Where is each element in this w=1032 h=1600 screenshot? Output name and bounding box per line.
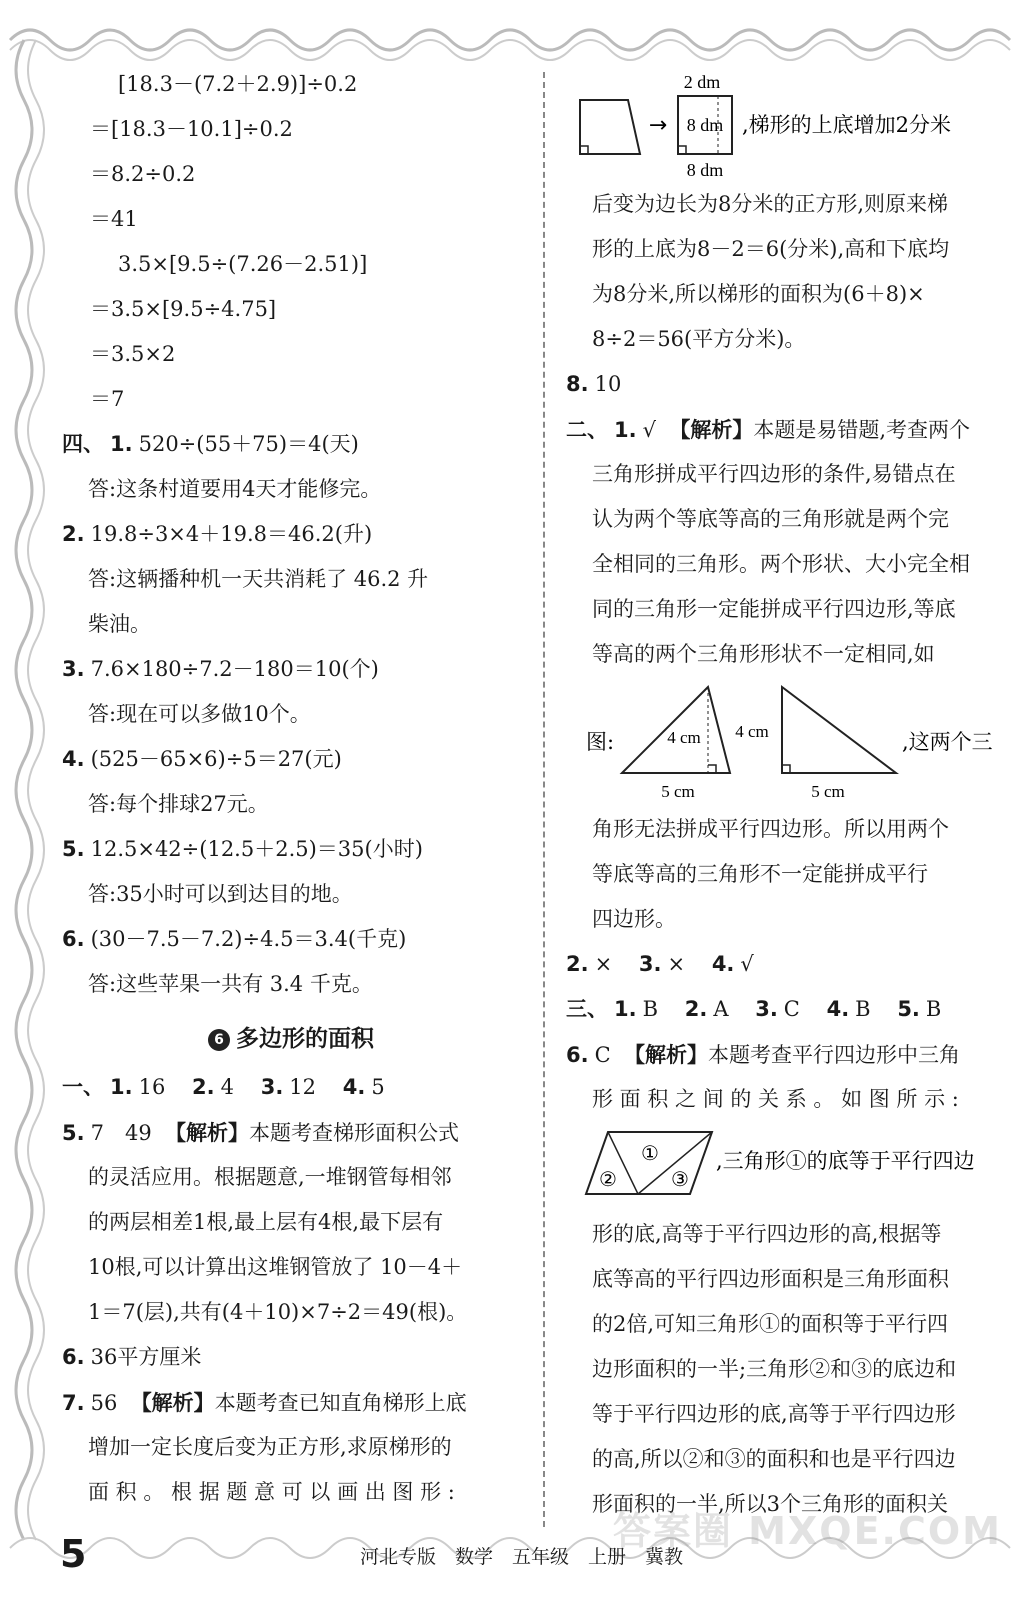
equation: (30－7.5－7.2)÷4.5＝3.4(千克) [90,927,407,951]
item-number: 4. [62,747,85,771]
item-number: 2. [192,1075,215,1099]
item-number: 6. [62,1345,85,1369]
answer-line: 答:每个排球27元。 [88,792,269,816]
region-label-2: ② [599,1167,617,1191]
page-footer [0,1530,1032,1580]
item-number: 4. [826,997,850,1021]
analysis-tag: 【解析】 [165,1120,250,1145]
analysis-line: 三角形拼成平行四边形的条件,易错点在 [592,462,956,486]
part-prefix: 一、 [62,1075,104,1099]
triangle-2 [782,687,896,773]
calc-line: ＝41 [90,207,138,231]
calc-line: 3.5×[9.5÷(7.26－2.51)] [118,252,368,276]
analysis-line: 的灵活应用。根据题意,一堆钢管每相邻 [88,1165,452,1189]
item-answer: 5 [371,1075,385,1099]
answer-line: 答:现在可以多做10个。 [88,702,311,726]
trapezoid-figure-row [566,72,1026,182]
analysis-line: 增加一定长度后变为正方形,求原梯形的 [88,1435,452,1459]
item-number: 1. [110,1075,133,1099]
analysis-line: 边形面积的一半;三角形②和③的底边和 [592,1357,957,1381]
label-8dm-bottom: 8 dm [686,160,724,180]
analysis-line: 后变为边长为8分米的正方形,则原来梯 [592,192,949,216]
part4-item-6 [62,917,520,962]
analysis-line: 1＝7(层),共有(4＋10)×7÷2＝49(根)。 [88,1300,468,1324]
item-answer: B [642,997,659,1021]
part4-item-4 [62,737,520,782]
calc-line: ＝3.5×2 [90,342,176,366]
item-number: 4. [342,1075,366,1099]
item-answer: × [667,952,686,976]
item-number: 7. [62,1391,85,1415]
answer-line: 答:这条村道要用4天才能修完。 [88,477,382,501]
label-2dm: 2 dm [683,72,721,92]
item-number: 1. [614,997,637,1021]
analysis-line: 认为两个等底等高的三角形就是两个完 [592,507,949,531]
item-number: 1. [110,432,133,456]
calc-line: ＝7 [90,387,125,411]
item-answer: √ [740,952,754,976]
item-number: 5. [62,1121,85,1145]
equation: 12.5×42÷(12.5＋2.5)＝35(小时) [90,837,423,861]
equation: 19.8÷3×4＋19.8＝46.2(升) [90,522,373,546]
column-divider [543,72,545,1527]
item-answer: 4 [220,1075,234,1099]
figure-caption: ,这两个三 [902,730,993,754]
analysis-tag: 【解析】 [130,1390,215,1415]
page-number: 5 [60,1532,87,1576]
section-title-text: 多边形的面积 [236,1026,374,1052]
analysis-line: 8÷2＝56(平方分米)。 [592,327,806,351]
item-number: 6. [566,1043,589,1067]
analysis-text: 本题考查平行四边形中三角 [708,1043,961,1067]
item-number: 5. [897,997,920,1021]
item-number: 2. [566,952,589,976]
item-number: 4. [711,952,735,976]
item-answer: × [594,952,613,976]
item-answer: 36平方厘米 [90,1345,202,1369]
equation: (525－65×6)÷5＝27(元) [90,747,342,771]
analysis-line: 等于平行四边形的底,高等于平行四边形 [592,1402,956,1426]
analysis-text: 本题考查梯形面积公式 [249,1121,460,1145]
analysis-line: 的高,所以②和③的面积和也是平行四边 [592,1447,956,1471]
part3-question-6 [566,1032,1026,1077]
item-answer: 10 [594,372,622,396]
label-5cm-2: 5 cm [811,782,845,801]
parallelogram-figure-row [566,1122,1026,1212]
answer-line: 柴油。 [88,612,151,636]
equation: 7.6×180÷7.2－180＝10(个) [90,657,379,681]
item-number: 3. [260,1075,284,1099]
part-prefix: 四、 [62,432,104,456]
item-answer: 12 [289,1075,317,1099]
question-5 [62,1110,520,1155]
analysis-tag: 【解析】 [669,417,754,442]
analysis-line: 等底等高的三角形不一定能拼成平行 [592,862,928,886]
analysis-line: 形的底,高等于平行四边形的高,根据等 [592,1222,942,1246]
item-answer: B [925,997,942,1021]
section-title [62,1013,520,1065]
item-number: 6. [62,927,85,951]
item-number: 8. [566,372,589,396]
item-number: 2. [684,997,708,1021]
part3-answers [566,987,1026,1032]
arrow-right-icon: → [648,113,668,138]
question-7 [62,1380,520,1425]
part-prefix: 二、 [566,418,608,442]
footer-edition-text: 河北专版 数学 五年级 上册 冀教 [360,1546,684,1568]
analysis-line: 形的上底为8－2＝6(分米),高和下底均 [592,237,950,261]
part4-item-5 [62,827,520,872]
equation: 520÷(55＋75)＝4(天) [138,432,359,456]
analysis-line: 为8分米,所以梯形的面积为(6＋8)× [592,282,925,306]
item-answer: √ [642,418,656,442]
question-6 [62,1335,520,1380]
analysis-line: 形 面 积 之 间 的 关 系 。 如 图 所 示 : [592,1087,959,1111]
item-answer: 16 [138,1075,166,1099]
analysis-line: 角形无法拼成平行四边形。所以用两个 [592,817,949,841]
analysis-line: 10根,可以计算出这堆钢管放了 10－4＋ [88,1255,463,1279]
answer-line: 答:这辆播种机一天共消耗了 46.2 升 [88,567,429,591]
figure-caption: ,梯形的上底增加2分米 [742,113,952,137]
item-number: 1. [614,418,637,442]
label-4cm-2: 4 cm [735,722,769,741]
analysis-text: 本题考查已知直角梯形上底 [214,1391,467,1415]
figure-lead: 图: [586,730,615,754]
trapezoid-shape [580,100,640,154]
answer-line: 答:这些苹果一共有 3.4 千克。 [88,972,373,996]
item-answer: C [783,997,800,1021]
calc-line: ＝3.5×[9.5÷4.75] [90,297,277,321]
label-4cm-1: 4 cm [667,728,701,747]
region-label-1: ① [641,1141,659,1165]
watermark: 答案圈 MXQE.COM [612,1509,1002,1553]
part-prefix: 三、 [566,997,608,1021]
part4-item-3 [62,647,520,692]
region-label-3: ③ [671,1167,689,1191]
two-triangles-diagram [566,677,1026,807]
section-number-badge: 6 [208,1029,230,1051]
analysis-line: 的两层相差1根,最上层有4根,最下层有 [88,1210,444,1234]
analysis-line: 面 积 。 根 据 题 意 可 以 画 出 图 形 : [88,1480,455,1504]
calc-line: ＝[18.3－10.1]÷0.2 [90,117,293,141]
part2-answers [566,942,1026,987]
analysis-line: 底等高的平行四边形面积是三角形面积 [592,1267,949,1291]
left-column [62,62,520,1515]
label-8dm-side: 8 dm [686,115,724,135]
item-number: 3. [62,657,85,681]
right-column [566,72,1026,1527]
parallelogram-diagram [566,1122,1026,1212]
item-number: 5. [62,837,85,861]
analysis-line: 同的三角形一定能拼成平行四边形,等底 [592,597,956,621]
item-answer: C [594,1043,611,1067]
calc-line: [18.3－(7.2＋2.9)]÷0.2 [118,72,358,96]
analysis-tag: 【解析】 [624,1042,709,1067]
part1-answers [62,1065,520,1110]
analysis-text: 本题是易错题,考查两个 [753,418,971,442]
part2-question-1 [566,407,1026,452]
analysis-line: 形面积的一半,所以3个三角形的面积关 [592,1492,949,1516]
analysis-line: 的2倍,可知三角形①的面积等于平行四 [592,1312,949,1336]
analysis-line: 等高的两个三角形形状不一定相同,如 [592,642,935,666]
item-number: 3. [638,952,662,976]
question-8 [566,362,1026,407]
analysis-line: 全相同的三角形。两个形状、大小完全相 [592,552,970,576]
analysis-line: 四边形。 [592,907,676,931]
part4-item-2 [62,512,520,557]
item-answer: A [713,997,729,1021]
trapezoid-to-square-diagram [566,72,1026,182]
item-answer: 7 49 [90,1121,152,1145]
figure-caption: ,三角形①的底等于平行四边 [716,1149,975,1173]
answer-line: 答:35小时可以到达目的地。 [88,882,353,906]
label-5cm-1: 5 cm [661,782,695,801]
item-answer: B [855,997,871,1021]
part4-item-1 [62,422,520,467]
calc-line: ＝8.2÷0.2 [90,162,196,186]
item-number: 3. [755,997,778,1021]
item-answer: 56 [90,1391,118,1415]
triangles-figure-row [566,677,1026,807]
item-number: 2. [62,522,85,546]
